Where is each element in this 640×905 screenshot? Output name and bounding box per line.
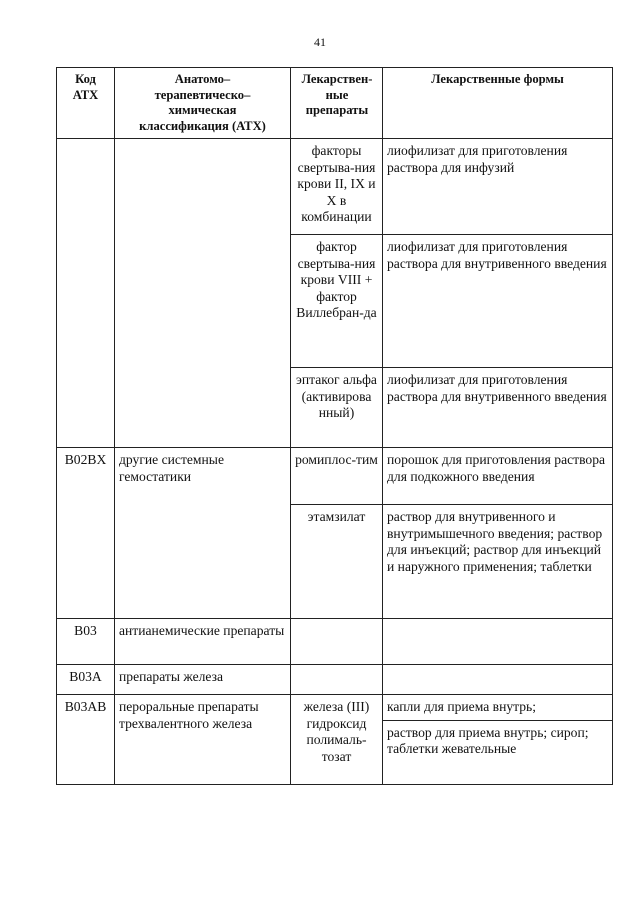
- code-cell: B03AB: [57, 695, 115, 785]
- form-cell: лиофилизат для приготовления раствора для внутривенного введения: [383, 368, 613, 448]
- form-cell: раствор для внутривенного и внутримышечного введения; раствор для инъекций; раствор для инъекций и наружного применения; таблетки: [383, 505, 613, 619]
- header-drugs: Лекарствен-ные препараты: [291, 68, 383, 139]
- drug-cell: железа (III) гидроксид полималь-тозат: [291, 695, 383, 785]
- table-row: [57, 619, 613, 665]
- table-row: [57, 695, 613, 721]
- code-cell: [57, 368, 115, 448]
- page-number: 41: [314, 35, 326, 49]
- header-forms: Лекарственные формы: [383, 68, 613, 139]
- drug-cell: [291, 619, 383, 665]
- table-row: [57, 665, 613, 695]
- classification-cell: [115, 368, 291, 448]
- table-header-row: [57, 68, 613, 139]
- form-cell: лиофилизат для приготовления раствора для инфузий: [383, 139, 613, 235]
- table-row: [57, 448, 613, 505]
- code-cell: B02BX: [57, 448, 115, 505]
- drug-cell: этамзилат: [291, 505, 383, 619]
- classification-cell: [115, 505, 291, 619]
- table-row: [57, 368, 613, 448]
- code-cell: B03A: [57, 665, 115, 695]
- header-code: Код АТХ: [57, 68, 115, 139]
- classification-cell: препараты железа: [115, 665, 291, 695]
- form-cell: [383, 619, 613, 665]
- classification-cell: [115, 139, 291, 235]
- form-cell: лиофилизат для приготовления раствора для внутривенного введения: [383, 235, 613, 368]
- atx-table: [56, 67, 613, 785]
- table-row: [57, 505, 613, 619]
- code-cell: [57, 139, 115, 235]
- code-cell: B03: [57, 619, 115, 665]
- drug-cell: эптаког альфа (активирова нный): [291, 368, 383, 448]
- form-cell: раствор для приема внутрь; сироп; таблетки жевательные: [383, 720, 613, 784]
- drug-cell: [291, 665, 383, 695]
- form-cell: порошок для приготовления раствора для подкожного введения: [383, 448, 613, 505]
- table-row: [57, 139, 613, 235]
- classification-cell: [115, 235, 291, 368]
- header-classification: Анатомо–терапевтическо–химическая классификация (АТХ): [115, 68, 291, 139]
- classification-cell: антианемические препараты: [115, 619, 291, 665]
- drug-cell: факторы свертыва-ния крови II, IX и X в комбинации: [291, 139, 383, 235]
- drug-cell: фактор свертыва-ния крови VIII + фактор Виллебран-да: [291, 235, 383, 368]
- table-row: [57, 235, 613, 368]
- code-cell: [57, 235, 115, 368]
- form-cell: капли для приема внутрь;: [383, 695, 613, 721]
- drug-cell: ромиплос-тим: [291, 448, 383, 505]
- code-cell: [57, 505, 115, 619]
- classification-cell: пероральные препараты трехвалентного железа: [115, 695, 291, 785]
- form-cell: [383, 665, 613, 695]
- classification-cell: другие системные гемостатики: [115, 448, 291, 505]
